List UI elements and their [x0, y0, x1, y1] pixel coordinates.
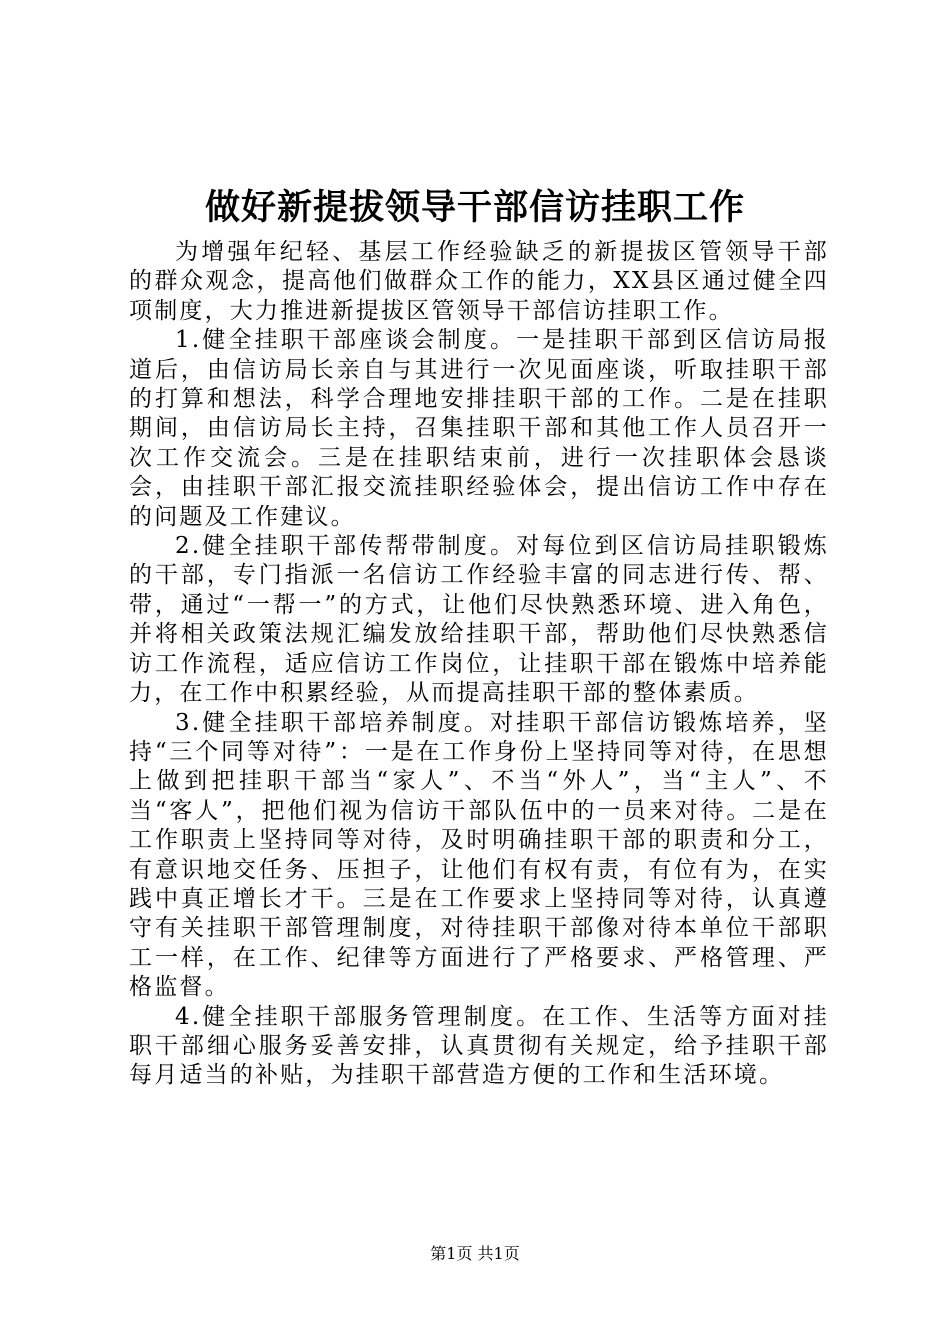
document-title: 做好新提拔领导干部信访挂职工作 — [204, 188, 745, 228]
paragraph-intro: 为增强年纪轻、基层工作经验缺乏的新提拔区管领导干部的群众观念，提高他们做群众工作的能力，XX县区通过健全四项制度，大力推进新提拔区管领导干部信访挂职工作。 — [129, 239, 829, 324]
page-footer: 第1页 共1页 — [430, 1244, 520, 1263]
paragraph-item-3: 3.健全挂职干部培养制度。对挂职干部信访锻炼培养，坚持“三个同等对待”：一是在工作身份上坚持同等对待，在思想上做到把挂职干部当“家人”、不当“外人”，当“主人”、不当“客人”，把他们视为信访干部队伍中的一员来对待。二是在工作职责上坚持同等对待，及时明确挂职干部的职责和分工，有意识地交任务、压担子，让他们有权有责，有位有为，在实践中真正增长才干。三是在工作要求上坚持同等对待，认真遵守有关挂职干部管理制度，对待挂职干部像对待本单位干部职工一样，在工作、纪律等方面进行了严格要求、严格管理、严格监督。 — [129, 709, 829, 1001]
paragraph-item-1: 1.健全挂职干部座谈会制度。一是挂职干部到区信访局报道后，由信访局长亲自与其进行一次见面座谈，听取挂职干部的打算和想法，科学合理地安排挂职干部的工作。二是在挂职期间，由信访局长主持，召集挂职干部和其他工作人员召开一次工作交流会。三是在挂职结束前，进行一次挂职体会恳谈会，由挂职干部汇报交流挂职经验体会，提出信访工作中存在的问题及工作建议。 — [129, 327, 829, 530]
document-body — [129, 238, 829, 1091]
paragraph-item-4: 4.健全挂职干部服务管理制度。在工作、生活等方面对挂职干部细心服务妥善安排，认真贯彻有关规定，给予挂职干部每月适当的补贴，为挂职干部营造方便的工作和生活环境。 — [129, 1003, 829, 1089]
paragraph-item-2: 2.健全挂职干部传帮带制度。对每位到区信访局挂职锻炼的干部，专门指派一名信访工作经验丰富的同志进行传、帮、带，通过“一帮一”的方式，让他们尽快熟悉环境、进入角色，并将相关政策法规汇编发放给挂职干部，帮助他们尽快熟悉信访工作流程，适应信访工作岗位，让挂职干部在锻炼中培养能力，在工作中积累经验，从而提高挂职干部的整体素质。 — [129, 533, 829, 707]
